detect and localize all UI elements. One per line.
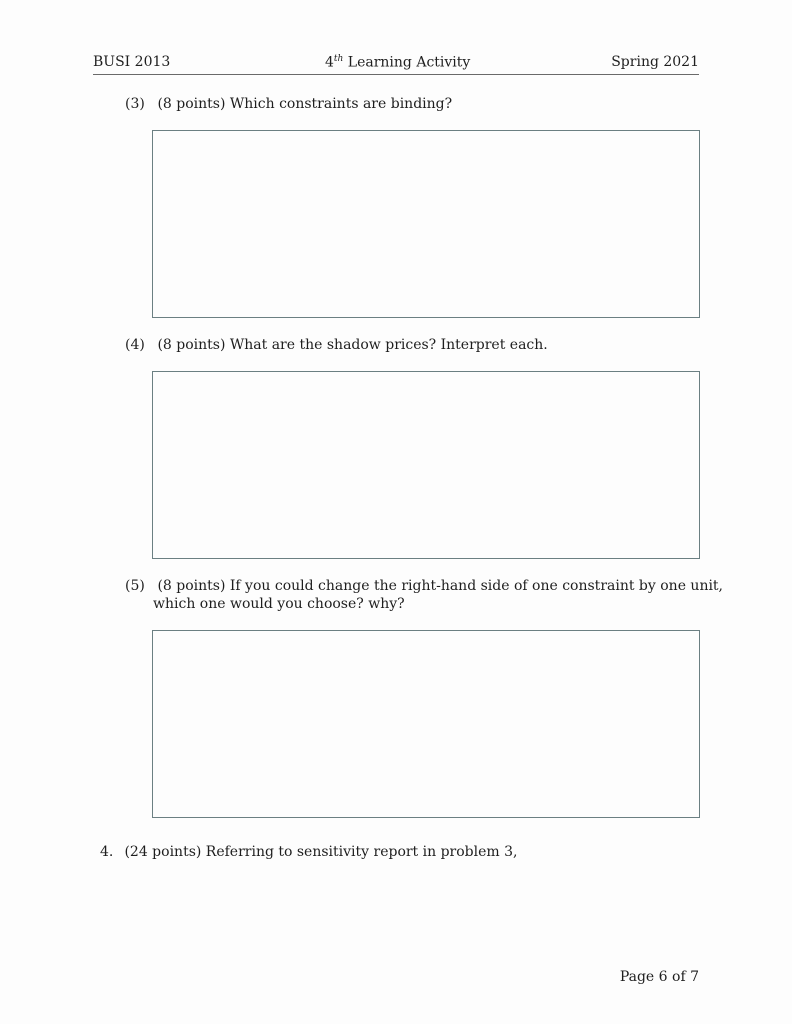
question-3-text: (8 points) Which constraints are binding?: [157, 96, 453, 112]
answer-box-5[interactable]: [152, 630, 700, 818]
activity-label: Learning Activity: [343, 54, 471, 71]
answer-box-3[interactable]: [152, 130, 700, 318]
activity-title: [325, 54, 470, 71]
question-4: [125, 335, 548, 355]
term: Spring 2021: [611, 54, 699, 70]
question-5-continuation: which one would you choose? why?: [153, 596, 405, 612]
question-3: [125, 94, 452, 114]
problem-4-number: 4.: [100, 844, 114, 860]
problem-4: [100, 842, 517, 862]
course-code: BUSI 2013: [93, 54, 171, 70]
answer-box-4[interactable]: [152, 371, 700, 559]
question-3-number: (3): [125, 96, 145, 112]
activity-ordinal: th: [333, 54, 344, 64]
page-number: Page 6 of 7: [619, 969, 699, 985]
problem-4-text: (24 points) Referring to sensitivity report in problem 3,: [124, 844, 518, 860]
activity-number: 4: [325, 54, 334, 71]
question-5: [125, 576, 723, 596]
question-5-text: (8 points) If you could change the right-hand side of one constraint by one unit,: [157, 578, 724, 594]
question-5-number: (5): [125, 578, 145, 594]
question-4-number: (4): [125, 337, 145, 353]
question-4-text: (8 points) What are the shadow prices? Interpret each.: [157, 337, 548, 353]
page-header: [93, 54, 699, 75]
